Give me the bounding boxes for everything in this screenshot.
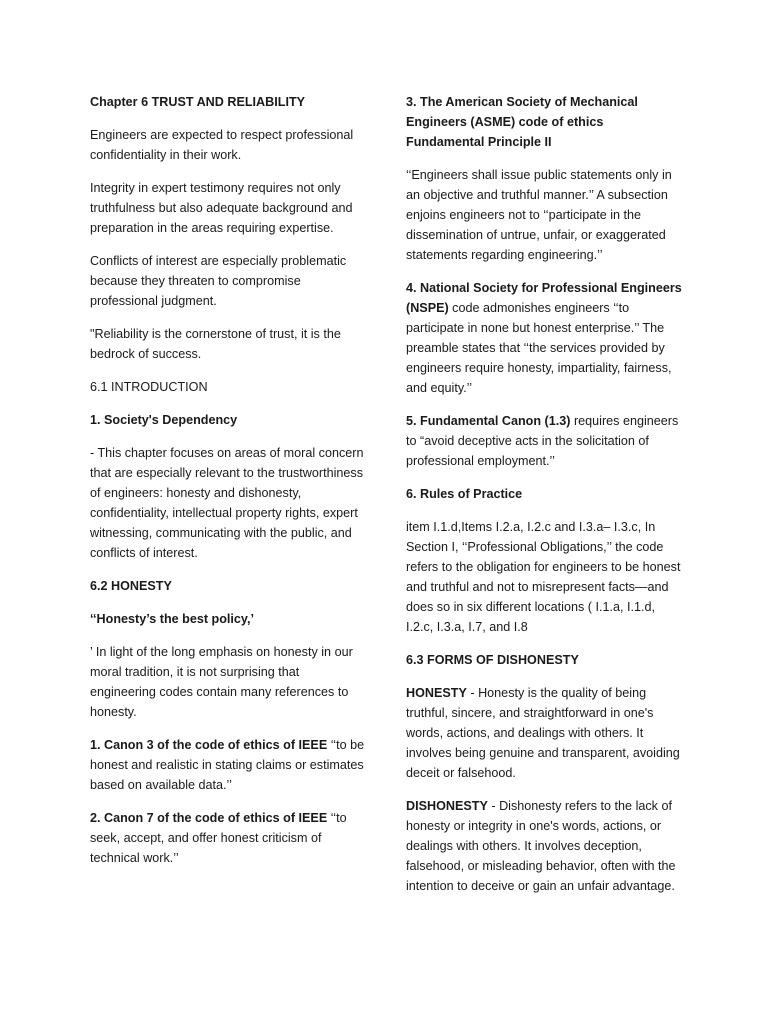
paragraph-dependency: - This chapter focuses on areas of moral concern that are especially relevant to the trustworthiness of engineers: honesty and dishonesty, confidentiality, intellectual property rights, expert witnessing, communicating with the public, and conflicts of interest. (90, 446, 364, 560)
section-heading-honesty: 6.2 HONESTY (90, 579, 172, 593)
paragraph-ieee-canon-7 (90, 808, 368, 868)
ieee-canon-3-label: 1. Canon 3 of the code of ethics of IEEE (90, 738, 328, 752)
paragraph-nspe (406, 278, 684, 398)
subheading-asme: 3. The American Society of Mechanical Engineers (ASME) code of ethics Fundamental Principle II (406, 95, 638, 149)
dishonesty-term: DISHONESTY (406, 799, 488, 813)
nspe-text: code admonishes engineers ‘‘to participate in none but honest enterprise.’’ The preamble states that ‘‘the services provided by engineers require honesty, impartiality, fairness, and equity.’’ (406, 301, 672, 395)
section-heading-forms-of-dishonesty: 6.3 FORMS OF DISHONESTY (406, 653, 579, 667)
paragraph-integrity: Integrity in expert testimony requires not only truthfulness but also adequate background and preparation in the areas requiring expertise. (90, 181, 353, 235)
paragraph-rules-of-practice: item I.1.d,Items I.2.a, I.2.c and I.3.a– I.3.c, In Section I, ‘‘Professional Obligations,’’ the code refers to the obligation for engineers to be honest and truthful and not to misrepresent facts—and does so in six different locations ( I.1.a, I.1.d, I.2.c, I.3.a, I.7, and I.8 (406, 520, 681, 634)
paragraph-dishonesty-definition (406, 796, 684, 896)
paragraph-asme: ‘‘Engineers shall issue public statements only in an objective and truthful manner.’’ A subsection enjoins engineers not to ‘‘participate in the dissemination of untrue, unfair, or exaggerated statements regarding engineering.’’ (406, 168, 672, 262)
paragraph-conflicts: Conflicts of interest are especially problematic because they threaten to compromise professional judgment. (90, 254, 347, 308)
paragraph-confidentiality: Engineers are expected to respect professional confidentiality in their work. (90, 128, 354, 162)
ieee-canon-7-label: 2. Canon 7 of the code of ethics of IEEE (90, 811, 328, 825)
fundamental-canon-label: 5. Fundamental Canon (1.3) (406, 414, 571, 428)
left-column (90, 92, 368, 881)
chapter-title: Chapter 6 TRUST AND RELIABILITY (90, 95, 306, 109)
paragraph-fundamental-canon (406, 411, 684, 471)
paragraph-moral-tradition: ’ In light of the long emphasis on honesty in our moral tradition, it is not surprising that engineering codes contain many references to honesty. (90, 645, 353, 719)
honesty-term: HONESTY (406, 686, 467, 700)
subheading-rules-of-practice: 6. Rules of Practice (406, 487, 523, 501)
dishonesty-text: - Dishonesty refers to the lack of honesty or integrity in one's words, actions, or dealings with others. It involves deception, falsehood, or misleading behavior, often with the intention to deceive or gain an unfair advantage. (406, 799, 676, 893)
section-heading-introduction: 6.1 INTRODUCTION (90, 380, 208, 394)
paragraph-ieee-canon-3 (90, 735, 368, 795)
subheading-honesty-policy: ‘‘Honesty’s the best policy,’ (90, 612, 254, 626)
fundamental-canon-text: requires engineers to “avoid deceptive acts in the solicitation of professional employment.’’ (406, 414, 679, 468)
right-column (406, 92, 684, 909)
honesty-text: - Honesty is the quality of being truthful, sincere, and straightforward in one's words, actions, and dealings with others. It involves being genuine and transparent, avoiding deceit or falsehood. (406, 686, 680, 780)
ieee-canon-7-text: ‘‘to seek, accept, and offer honest criticism of technical work.’’ (90, 811, 347, 865)
paragraph-reliability-quote: "Reliability is the cornerstone of trust, it is the bedrock of success. (90, 327, 341, 361)
subheading-societys-dependency: 1. Society's Dependency (90, 413, 238, 427)
paragraph-honesty-definition (406, 683, 684, 783)
nspe-label: 4. National Society for Professional Engineers (NSPE) (406, 281, 682, 315)
ieee-canon-3-text: ‘‘to be honest and realistic in stating claims or estimates based on available data.’’ (90, 738, 365, 792)
